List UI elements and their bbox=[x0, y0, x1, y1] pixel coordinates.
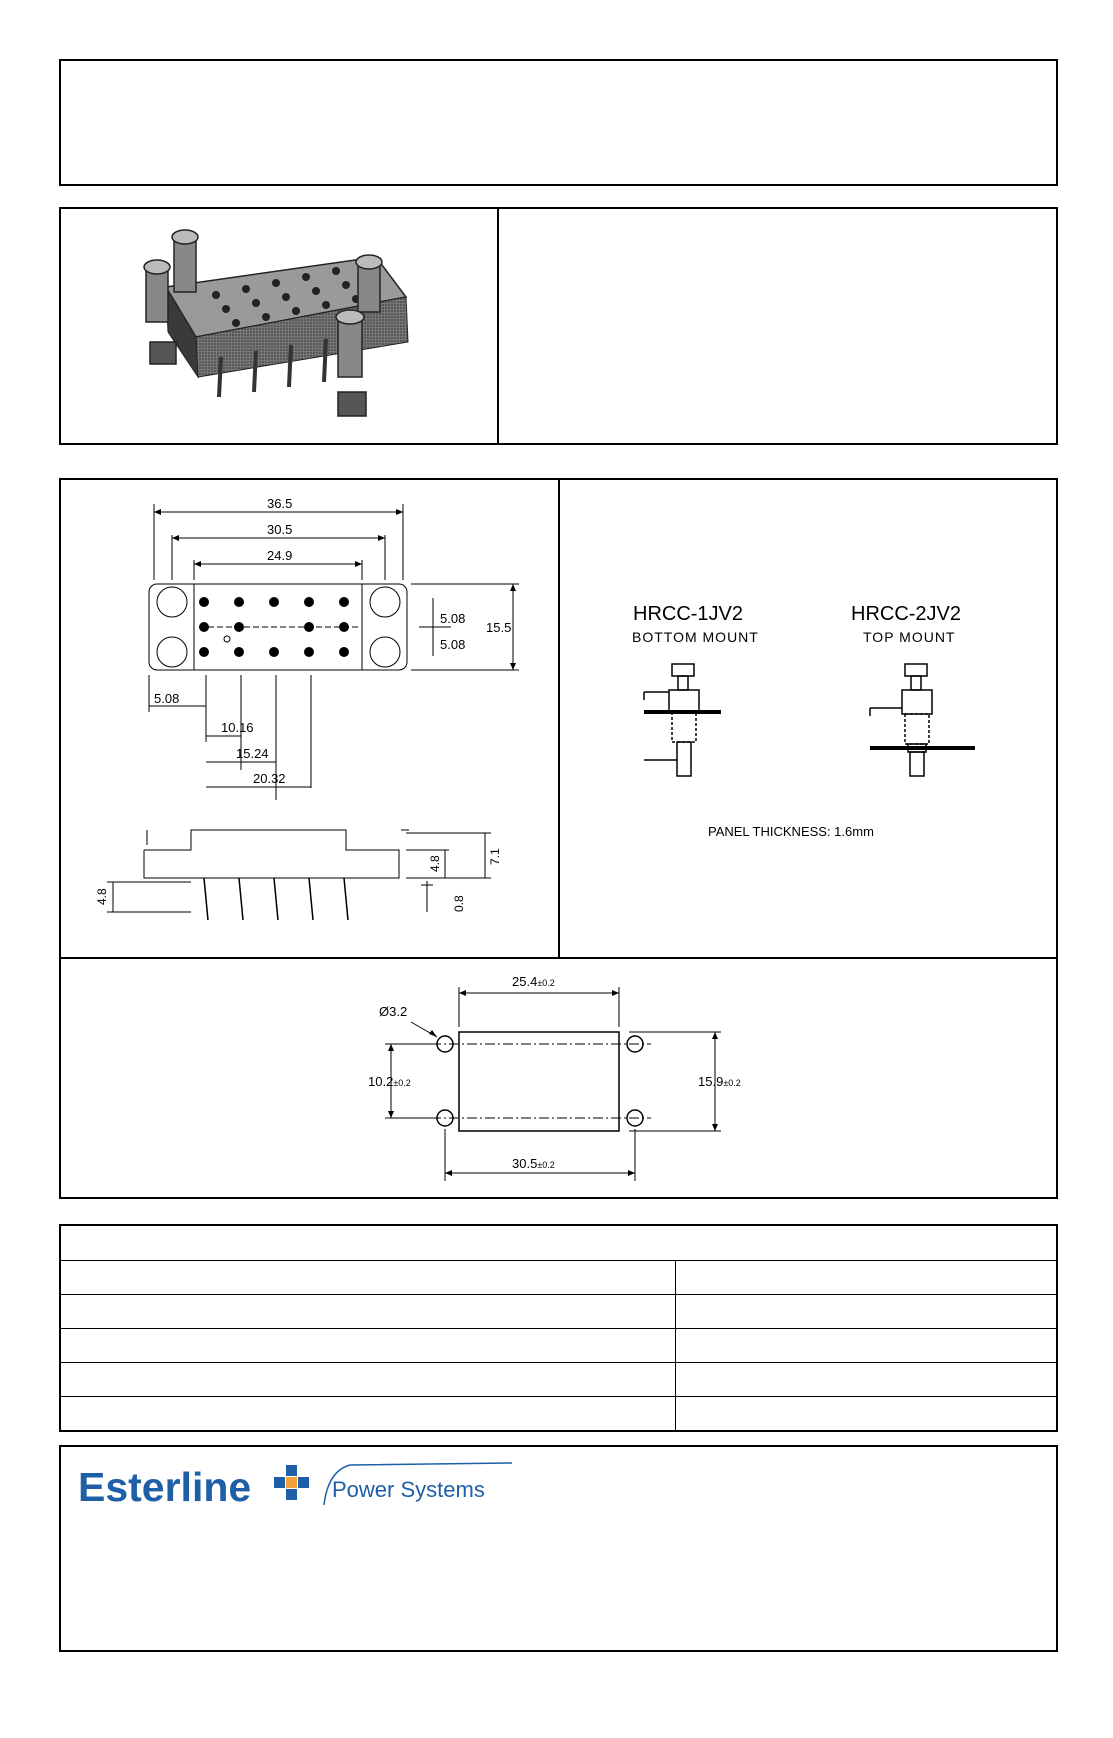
table-row bbox=[60, 1397, 1057, 1432]
dim-d3: 20.32 bbox=[253, 771, 286, 786]
dim-width-overall: 36.5 bbox=[267, 496, 293, 511]
table-cell bbox=[60, 1295, 676, 1329]
logo-division: Power Systems bbox=[332, 1477, 485, 1502]
panel-thickness-note: PANEL THICKNESS: 1.6mm bbox=[708, 824, 874, 839]
product-box bbox=[59, 207, 1058, 445]
product-photo bbox=[106, 217, 496, 439]
dim-side-h2: 7.1 bbox=[488, 848, 502, 865]
variant2-mount: TOP MOUNT bbox=[863, 629, 956, 645]
logo-brand: Esterline bbox=[78, 1464, 252, 1510]
cutout-height-left-value: 10.2 bbox=[368, 1074, 394, 1089]
cutout-width-top-tol: ±0.2 bbox=[537, 978, 555, 988]
product-box-divider bbox=[497, 209, 499, 443]
variant1-mount: BOTTOM MOUNT bbox=[632, 629, 759, 645]
cutout-width-bottom bbox=[512, 1156, 555, 1171]
mounting-drawing bbox=[560, 480, 1056, 957]
table-cell bbox=[60, 1363, 676, 1397]
table-row bbox=[60, 1329, 1057, 1363]
table-cell bbox=[60, 1261, 676, 1295]
dim-pin-gap: 0.8 bbox=[452, 895, 466, 912]
cutout-hole-dia: Ø3.2 bbox=[379, 1004, 408, 1019]
variant1-name: HRCC-1JV2 bbox=[633, 603, 744, 625]
cutout-width-bottom-tol: ±0.2 bbox=[537, 1160, 555, 1170]
specs-table bbox=[59, 1224, 1058, 1432]
logo-star-icon bbox=[274, 1465, 309, 1500]
header-box bbox=[59, 59, 1058, 186]
cutout-height-left-tol: ±0.2 bbox=[393, 1078, 411, 1088]
dim-pitch-a: 5.08 bbox=[440, 611, 466, 626]
cutout-width-top-value: 25.4 bbox=[512, 974, 538, 989]
drawings-box bbox=[59, 478, 1058, 1199]
dim-height: 15.5 bbox=[486, 620, 512, 635]
footer-box bbox=[59, 1445, 1058, 1652]
cutout-height-left bbox=[368, 1074, 411, 1089]
table-cell bbox=[676, 1261, 1058, 1295]
dim-width-mid: 30.5 bbox=[267, 522, 293, 537]
table-cell bbox=[676, 1397, 1058, 1432]
table-cell bbox=[60, 1397, 676, 1432]
dimension-drawing bbox=[61, 480, 558, 957]
dim-d2: 15.24 bbox=[236, 746, 269, 761]
dim-offset: 5.08 bbox=[154, 691, 180, 706]
cutout-height-right-tol: ±0.2 bbox=[723, 1078, 741, 1088]
table-cell bbox=[676, 1295, 1058, 1329]
table-cell bbox=[676, 1329, 1058, 1363]
cutout-width-top bbox=[512, 974, 555, 989]
table-cell bbox=[676, 1363, 1058, 1397]
specs-table-header-row bbox=[60, 1225, 1057, 1261]
cutout-height-right-value: 15.9 bbox=[698, 1074, 724, 1089]
dim-side-h1: 4.8 bbox=[428, 855, 442, 872]
esterline-logo bbox=[76, 1457, 516, 1513]
table-row bbox=[60, 1363, 1057, 1397]
dim-width-pins: 24.9 bbox=[267, 548, 293, 563]
table-cell bbox=[60, 1329, 676, 1363]
cutout-drawing bbox=[61, 959, 1056, 1197]
table-row bbox=[60, 1261, 1057, 1295]
dim-pin-len: 4.8 bbox=[95, 888, 109, 905]
cutout-height-right bbox=[698, 1074, 741, 1089]
dim-pitch-b: 5.08 bbox=[440, 637, 466, 652]
dim-d1: 10.16 bbox=[221, 720, 254, 735]
cutout-width-bottom-value: 30.5 bbox=[512, 1156, 538, 1171]
variant2-name: HRCC-2JV2 bbox=[851, 603, 962, 625]
table-row bbox=[60, 1295, 1057, 1329]
specs-table-header-cell bbox=[60, 1225, 1057, 1261]
